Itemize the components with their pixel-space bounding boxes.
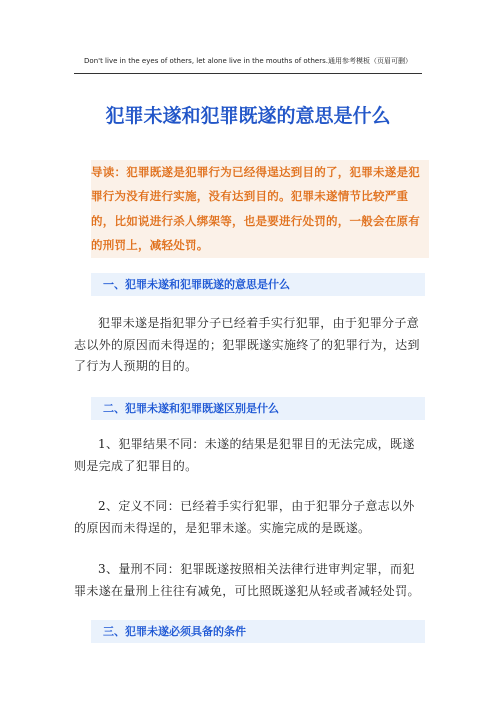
section-2-paragraph-1: 1、犯罪结果不同：未遂的结果是犯罪目的无法完成，既遂则是完成了犯罪目的。	[74, 437, 415, 473]
section-1-paragraph-1: 犯罪未遂是指犯罪分子已经着手实行犯罪，由于犯罪分子意志以外的原因而未得逞的；犯罪既遂实施终了的犯罪行为，达到了行为人预期的目的。	[74, 316, 420, 373]
section-heading-1-text: 一、犯罪未遂和犯罪既遂的意思是什么	[103, 278, 290, 291]
header-divider	[74, 73, 422, 74]
page-header-tagline: Don't live in the eyes of others, let alone live in the mouths of others.通用参考模板（页眉可删）	[84, 57, 412, 65]
document-title: 犯罪未遂和犯罪既遂的意思是什么	[105, 105, 391, 127]
section-heading-2	[91, 397, 425, 420]
section-heading-1	[91, 273, 425, 296]
section-2-paragraph-2: 2、定义不同：已经着手实行犯罪，由于犯罪分子意志以外的原因而未得逞的，是犯罪未遂。实施完成的是既遂。	[74, 499, 415, 535]
section-heading-3	[91, 620, 425, 643]
intro-summary: 导读：犯罪既遂是犯罪行为已经得逞达到目的了，犯罪未遂是犯罪行为没有进行实施，没有达到目的。犯罪未遂情节比较严重的，比如说进行杀人绑架等，也是要进行处罚的，一般会在原有的刑罚上，减轻处罚。	[91, 160, 429, 258]
section-heading-2-text: 二、犯罪未遂和犯罪既遂区别是什么	[103, 402, 279, 415]
section-heading-3-text: 三、犯罪未遂必须具备的条件	[103, 625, 246, 638]
section-2-paragraph-3: 3、量刑不同：犯罪既遂按照相关法律行进审判定罪，而犯罪未遂在量刑上往往有减免，可比照既遂犯从轻或者减轻处罚。	[74, 562, 420, 598]
